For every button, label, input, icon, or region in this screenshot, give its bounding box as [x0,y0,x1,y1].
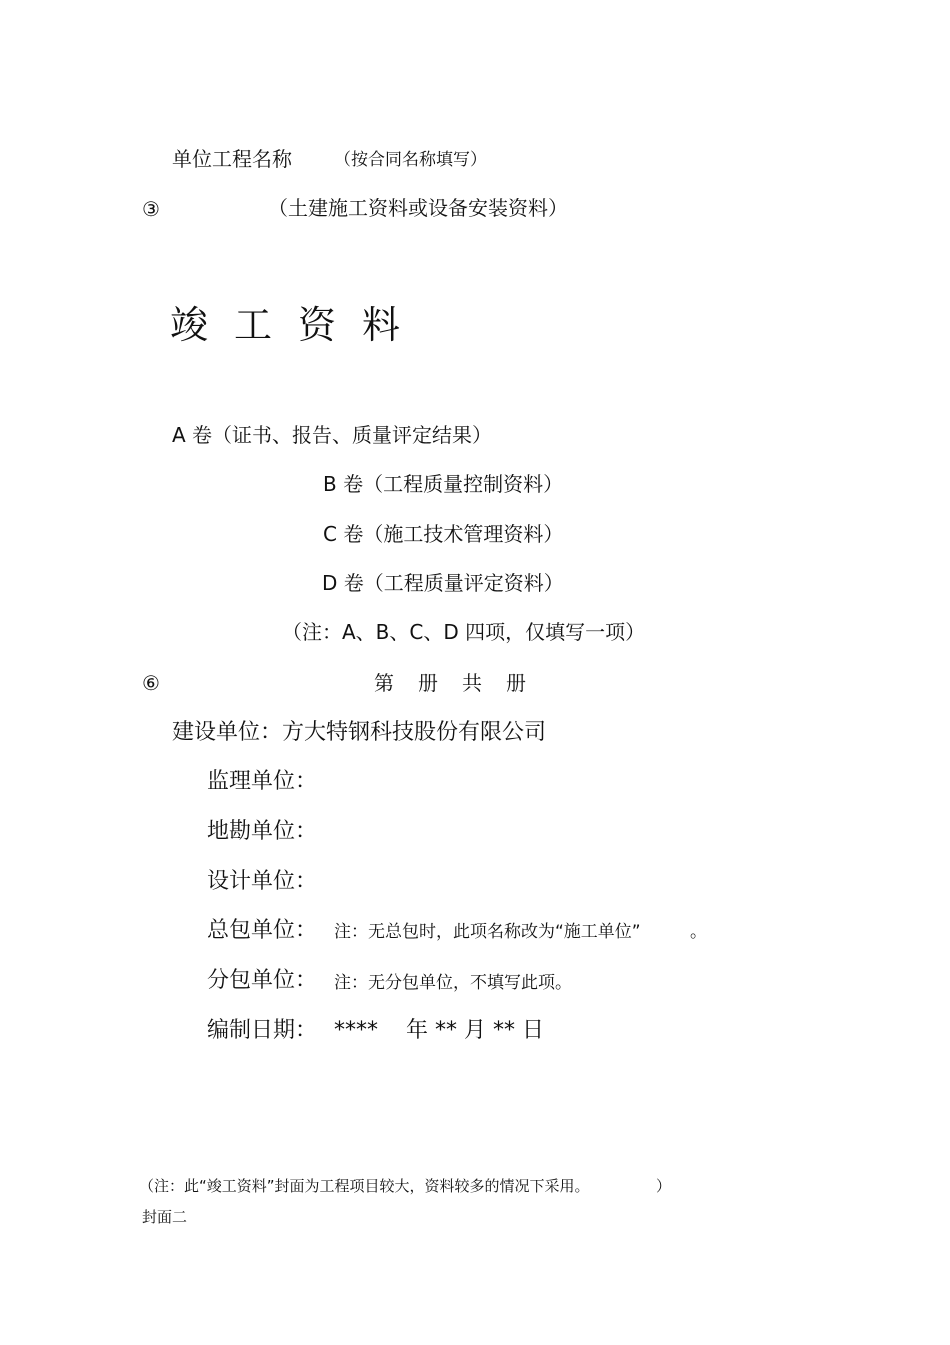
document-title: 竣工资料 [170,303,427,347]
item-3-text: （土建施工资料或设备安装资料） [268,196,568,220]
volume-c: C 卷（施工技术管理资料） [323,522,564,546]
project-name-hint: （按合同名称填写） [334,150,487,170]
general-contractor-note: 注：无总包时，此项名称改为“施工单位” [334,922,641,942]
footer-note-end: ） [656,1177,672,1195]
page-label: 封面二 [142,1208,188,1226]
volume-d: D 卷（工程质量评定资料） [322,571,564,595]
project-name-label: 单位工程名称 [172,147,292,171]
subcontractor-note: 注：无分包单位，不填写此项。 [334,973,572,993]
compile-date-label: 编制日期： [207,1018,318,1043]
general-contractor-note-end: 。 [690,922,707,942]
subcontractor-label: 分包单位： [207,968,318,993]
volume-note: （注：A、B、C、D 四项，仅填写一项） [282,620,646,644]
design-unit-label: 设计单位： [207,869,318,894]
supervisor-unit-label: 监理单位： [207,769,318,794]
item-3-marker: ③ [142,197,160,221]
volume-b: B 卷（工程质量控制资料） [323,472,564,496]
owner-unit: 建设单位：方大特钢科技股份有限公司 [172,720,547,745]
compile-date-value: **** 年 ** 月 ** 日 [334,1018,544,1043]
volume-count-text: 第册共册 [374,671,550,695]
general-contractor-label: 总包单位： [207,918,318,943]
volume-a: A 卷（证书、报告、质量评定结果） [172,423,493,447]
item-6-marker: ⑥ [142,671,160,695]
survey-unit-label: 地勘单位： [207,819,318,844]
footer-note: （注：此“竣工资料”封面为工程项目较大，资料较多的情况下采用。 [139,1177,590,1195]
